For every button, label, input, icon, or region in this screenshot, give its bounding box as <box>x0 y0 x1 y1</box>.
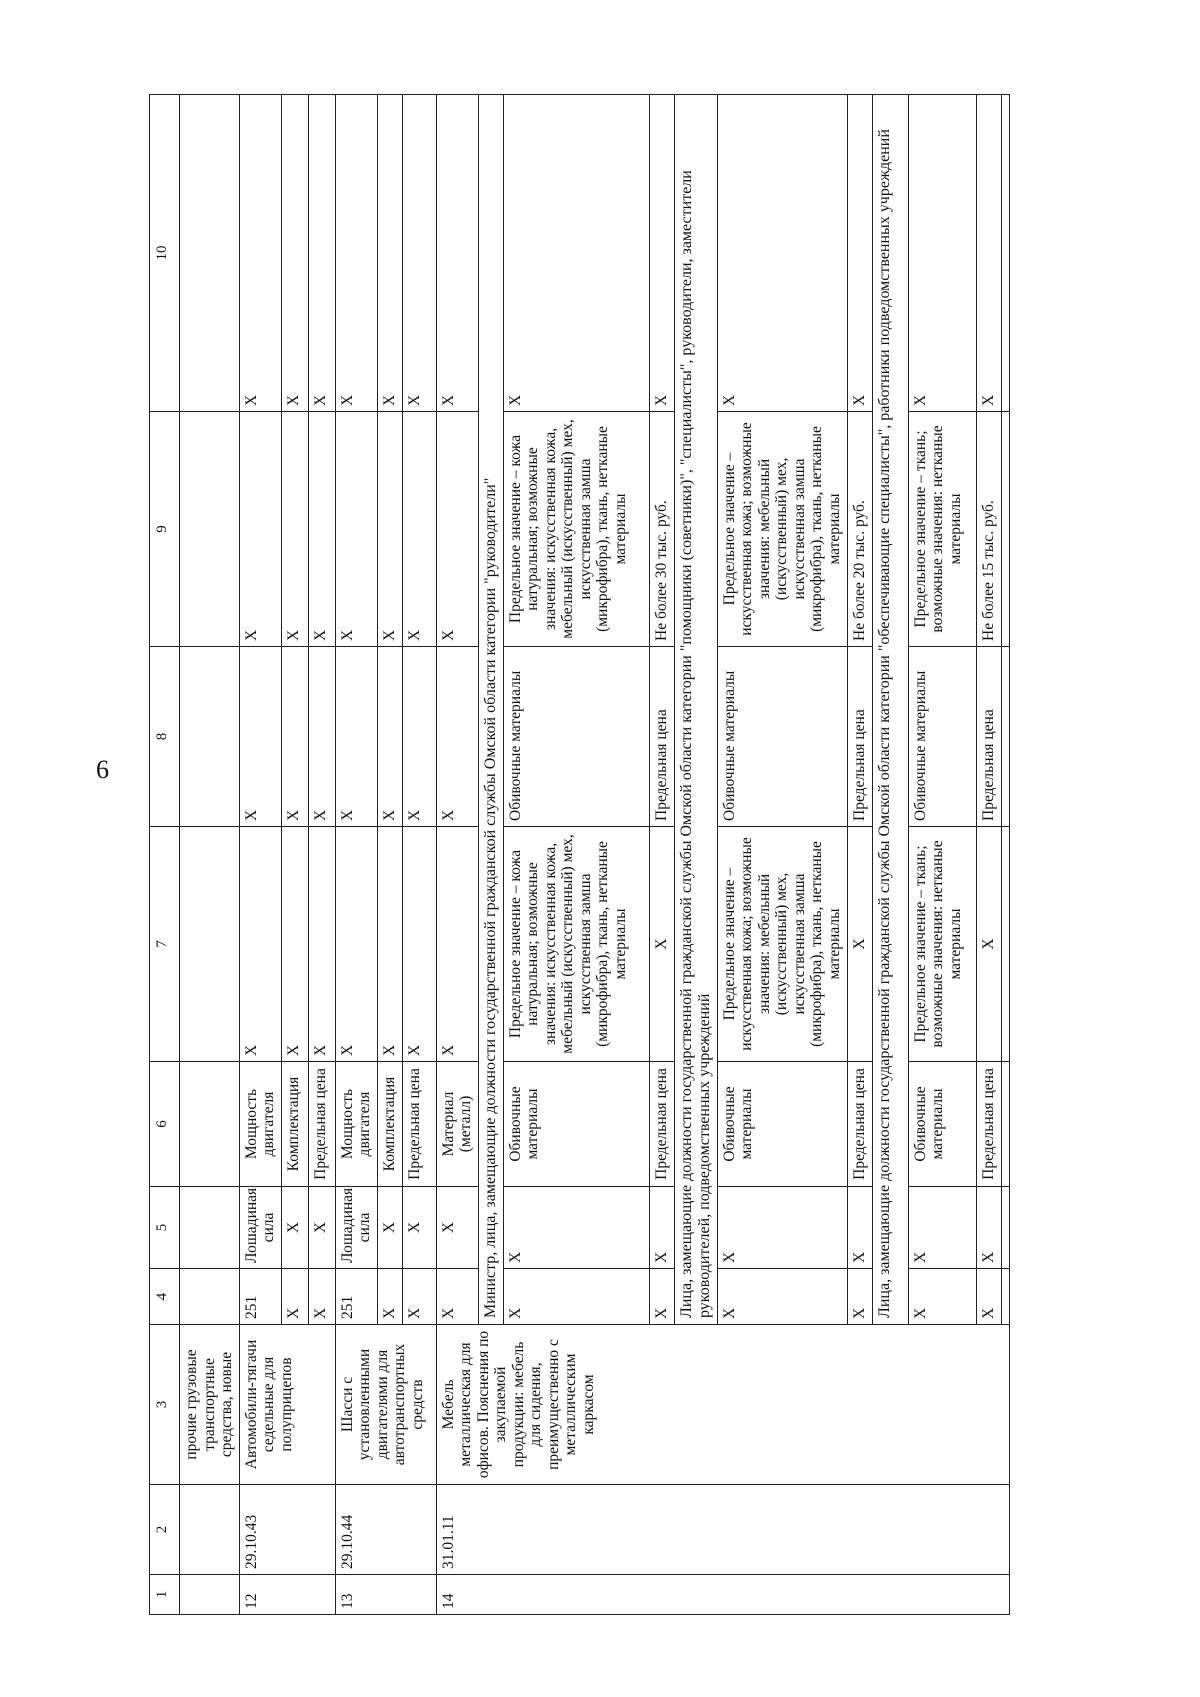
cell: Предельная цена <box>402 1062 436 1187</box>
cell <box>1001 1269 1009 1325</box>
col-header-1: 1 <box>150 1575 180 1615</box>
cell: X <box>649 827 674 1062</box>
cell <box>1001 647 1009 827</box>
cell: X <box>402 647 436 827</box>
cell: Не более 20 тыс. руб. <box>847 412 872 647</box>
row-number: 14 <box>436 1575 1009 1615</box>
category-heading: Лица, замещающие должности государственной гражданской службы Омской области категории "помощники (советники)", "специалисты", руководители, заместители руководителей, подведомственных учреждений <box>674 95 717 1325</box>
col-header-4: 4 <box>150 1269 180 1325</box>
cell: Обивочные материалы <box>717 1062 847 1187</box>
cell: Мощность двигателя <box>239 1062 281 1187</box>
page-number: 6 <box>96 755 109 784</box>
cell: Обивочные материалы <box>908 647 976 827</box>
header-row <box>150 95 180 1615</box>
cell <box>180 1269 240 1325</box>
cell: X <box>436 647 478 827</box>
cell: Не более 15 тыс. руб. <box>976 412 1001 647</box>
cell: X <box>976 95 1001 412</box>
cell <box>180 1062 240 1187</box>
cell: X <box>281 647 308 827</box>
cell: X <box>847 1187 872 1269</box>
cell <box>180 827 240 1062</box>
cell: Предельное значение – ткань; возможные значения: нетканые материалы <box>908 827 976 1062</box>
product-name: Шасси с установленными двигателями для автотранспортных средств <box>335 1325 436 1485</box>
cell: X <box>377 1269 402 1325</box>
row-number: 12 <box>239 1575 335 1615</box>
cell: X <box>239 412 281 647</box>
cell: Не более 30 тыс. руб. <box>649 412 674 647</box>
cell: X <box>436 412 478 647</box>
cell: Обивочные материалы <box>503 647 649 827</box>
cell: Обивочные материалы <box>908 1062 976 1187</box>
product-name: прочие грузовые транспортные средства, новые <box>180 1325 240 1485</box>
cell: X <box>402 1187 436 1269</box>
col-header-3: 3 <box>150 1325 180 1485</box>
cell: X <box>503 95 649 412</box>
cell: X <box>281 827 308 1062</box>
cell: Обивочные материалы <box>503 1062 649 1187</box>
cell: X <box>335 95 377 412</box>
category-heading: Министр, лица, замещающие должности государственной гражданской службы Омской области категории "руководители" <box>478 95 503 1325</box>
cell: Предельное значение – кожа натуральная; возможные значения: искусственная кожа, мебельный (искусственный) мех, искусственная замша (микрофибра), ткань, нетканые материалы <box>503 827 649 1062</box>
cell: X <box>308 1187 335 1269</box>
cell: Лошадиная сила <box>239 1187 281 1269</box>
cell: Комплектация <box>281 1062 308 1187</box>
requirements-table <box>149 94 1010 1615</box>
cell: X <box>239 647 281 827</box>
cell: X <box>377 647 402 827</box>
cell: X <box>281 1187 308 1269</box>
cell: Материал (металл) <box>436 1062 478 1187</box>
product-name: Мебель металлическая для офисов. Пояснения по закупаемой продукции: мебель для сидения, преимущественно с металлическим каркасом <box>436 1325 1009 1485</box>
cell: Предельная цена <box>976 647 1001 827</box>
cell: X <box>402 95 436 412</box>
cell: X <box>377 1187 402 1269</box>
cell <box>180 412 240 647</box>
cell: X <box>436 1269 478 1325</box>
cell: Предельное значение – кожа натуральная; возможные значения: искусственная кожа, мебельный (искусственный) мех, искусственная замша (микрофибра), ткань, нетканые материалы <box>503 412 649 647</box>
table-row <box>436 95 478 1615</box>
cell: Предельная цена <box>649 647 674 827</box>
cell: X <box>908 1187 976 1269</box>
cell: Предельное значение – ткань; возможные значения: нетканые материалы <box>908 412 976 647</box>
cell <box>1001 95 1009 412</box>
cell: Обивочные материалы <box>717 647 847 827</box>
cell: X <box>377 95 402 412</box>
cell: X <box>908 95 976 412</box>
cell: Предельная цена <box>649 1062 674 1187</box>
cell: X <box>308 827 335 1062</box>
cell: X <box>239 827 281 1062</box>
cell: X <box>281 1269 308 1325</box>
rotated-page-content <box>149 95 1149 1615</box>
cell: X <box>308 647 335 827</box>
cell: X <box>402 412 436 647</box>
okpd-code: 31.01.11 <box>436 1485 1009 1575</box>
col-header-10: 10 <box>150 95 180 412</box>
cell: Предельная цена <box>976 1062 1001 1187</box>
cell: X <box>281 95 308 412</box>
cell: X <box>717 1269 847 1325</box>
cell <box>1001 412 1009 647</box>
col-header-9: 9 <box>150 412 180 647</box>
okpd-code: 29.10.44 <box>335 1485 436 1575</box>
cell <box>180 1485 240 1575</box>
col-header-2: 2 <box>150 1485 180 1575</box>
cell: 251 <box>335 1269 377 1325</box>
cell: 251 <box>239 1269 281 1325</box>
continuation-row <box>180 95 240 1615</box>
cell: X <box>649 1269 674 1325</box>
cell: Мощность двигателя <box>335 1062 377 1187</box>
cell: X <box>436 95 478 412</box>
cell <box>1001 827 1009 1062</box>
cell: X <box>976 1187 1001 1269</box>
cell: X <box>335 412 377 647</box>
cell: Предельная цена <box>847 1062 872 1187</box>
cell: Предельное значение – искусственная кожа; возможные значения: мебельный (искусственный) мех, искусственная замша (микрофибра), ткань, нетканые материалы <box>717 412 847 647</box>
cell <box>180 1575 240 1615</box>
cell: X <box>976 1269 1001 1325</box>
cell: Предельное значение – искусственная кожа; возможные значения: мебельный (искусственный) мех, искусственная замша (микрофибра), ткань, нетканые материалы <box>717 827 847 1062</box>
cell: X <box>717 95 847 412</box>
cell: X <box>717 1187 847 1269</box>
cell <box>180 95 240 412</box>
cell: X <box>503 1187 649 1269</box>
col-header-6: 6 <box>150 1062 180 1187</box>
cell: X <box>649 95 674 412</box>
cell: Предельная цена <box>847 647 872 827</box>
cell: X <box>377 827 402 1062</box>
cell: X <box>377 412 402 647</box>
cell <box>1001 1062 1009 1187</box>
category-heading: Лица, замещающие должности государственной гражданской службы Омской области категории "обеспечивающие специалисты", работники подведомственных учреждений <box>872 95 908 1325</box>
cell: X <box>308 412 335 647</box>
cell: X <box>335 647 377 827</box>
cell: X <box>308 1269 335 1325</box>
cell: X <box>436 1187 478 1269</box>
cell: X <box>402 827 436 1062</box>
cell <box>1001 1187 1009 1269</box>
cell: X <box>847 95 872 412</box>
cell: X <box>402 1269 436 1325</box>
cell: X <box>308 95 335 412</box>
col-header-7: 7 <box>150 827 180 1062</box>
product-name: Автомобили-тягачи седельные для полуприцепов <box>239 1325 335 1485</box>
cell <box>180 1187 240 1269</box>
cell: X <box>436 827 478 1062</box>
cell: X <box>847 827 872 1062</box>
cell: X <box>503 1269 649 1325</box>
okpd-code: 29.10.43 <box>239 1485 335 1575</box>
cell: X <box>976 827 1001 1062</box>
cell: Комплектация <box>377 1062 402 1187</box>
row-number: 13 <box>335 1575 436 1615</box>
cell: Предельная цена <box>308 1062 335 1187</box>
cell: X <box>335 827 377 1062</box>
cell: X <box>649 1187 674 1269</box>
table-row <box>239 95 281 1615</box>
cell: X <box>239 95 281 412</box>
cell: Лошадиная сила <box>335 1187 377 1269</box>
cell: X <box>847 1269 872 1325</box>
cell <box>180 647 240 827</box>
cell: X <box>281 412 308 647</box>
col-header-8: 8 <box>150 647 180 827</box>
col-header-5: 5 <box>150 1187 180 1269</box>
table-row <box>335 95 377 1615</box>
cell: X <box>908 1269 976 1325</box>
